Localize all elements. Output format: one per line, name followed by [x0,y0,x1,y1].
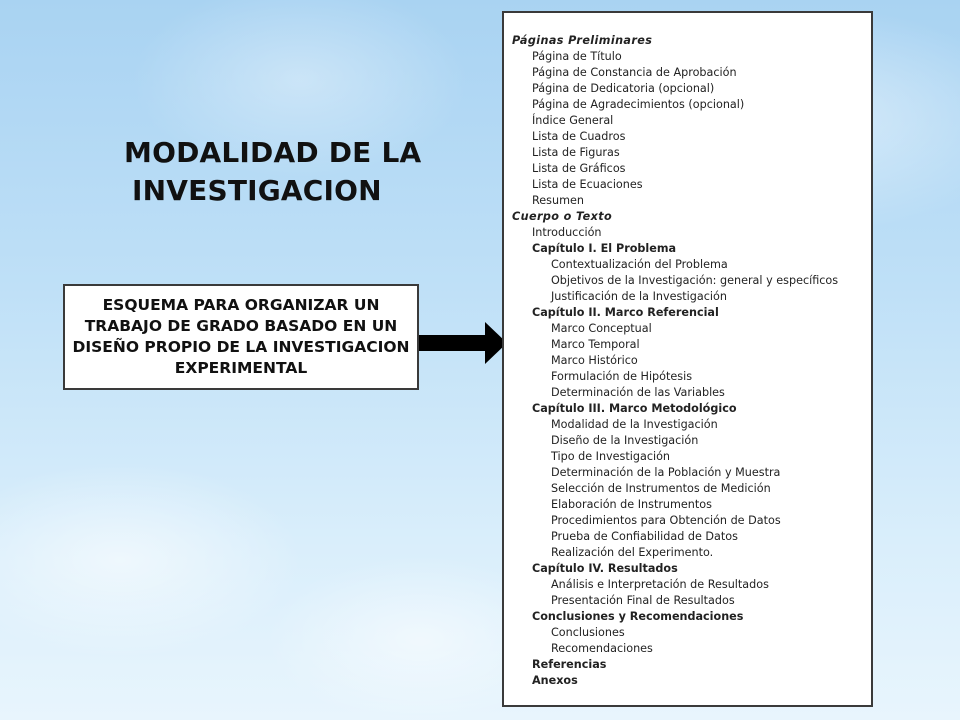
outline-subitem: Objetivos de la Investigación: general y específicos [551,274,839,287]
page-title [100,134,430,210]
outline-subitem: Modalidad de la Investigación [551,418,718,431]
outline-subitem: Elaboración de Instrumentos [551,498,712,511]
outline-item: Página de Constancia de Aprobación [532,66,737,79]
outline-subitem: Determinación de las Variables [551,386,725,399]
outline-subitem: Presentación Final de Resultados [551,594,735,607]
chapter-heading-1: Capítulo I. El Problema [532,242,677,255]
outline-subitem: Formulación de Hipótesis [551,370,693,383]
chapter-heading-2: Capítulo II. Marco Referencial [532,306,719,319]
outline-subitem: Conclusiones [551,626,625,639]
schema-description-box [63,284,419,390]
outline-item: Resumen [532,194,584,207]
outline-subitem: Realización del Experimento. [551,546,714,559]
outline-subitem: Tipo de Investigación [551,450,671,463]
page-title-line-1: MODALIDAD DE LA [124,136,422,169]
outline-item: Página de Dedicatoria (opcional) [532,82,715,95]
schema-description-text [72,295,409,379]
outline-item: Lista de Ecuaciones [532,178,643,191]
arrow-right-icon [419,320,509,366]
outline-subitem: Análisis e Interpretación de Resultados [551,578,769,591]
outline-subitem: Recomendaciones [551,642,653,655]
outline-subitem: Prueba de Confiabilidad de Datos [551,530,738,543]
outline-subitem: Procedimientos para Obtención de Datos [551,514,781,527]
outline-item: Lista de Figuras [532,146,620,159]
conclusions-heading: Conclusiones y Recomendaciones [532,610,744,623]
outline-subitem: Marco Histórico [551,354,638,367]
outline-subitem: Justificación de la Investigación [551,290,727,303]
outline-item: Lista de Cuadros [532,130,626,143]
outline-subitem: Marco Conceptual [551,322,652,335]
outline-item-introduccion: Introducción [532,226,602,239]
outline-subitem: Selección de Instrumentos de Medición [551,482,771,495]
outline-subitem: Marco Temporal [551,338,640,351]
schema-line-2: TRABAJO DE GRADO BASADO EN UN [84,317,398,335]
outline-item: Índice General [532,114,614,127]
chapter-heading-4: Capítulo IV. Resultados [532,562,678,575]
outline-item: Página de Título [532,50,622,63]
schema-line-4: EXPERIMENTAL [174,359,308,377]
page-title-line-2: INVESTIGACION [132,174,382,207]
chapter-heading-3: Capítulo III. Marco Metodológico [532,402,737,415]
outline-subitem: Determinación de la Población y Muestra [551,466,781,479]
references-heading: Referencias [532,658,607,671]
schema-line-1: ESQUEMA PARA ORGANIZAR UN [102,296,380,314]
annexes-heading: Anexos [532,674,578,687]
outline-item: Lista de Gráficos [532,162,626,175]
outline-panel [502,11,873,707]
schema-line-3: DISEÑO PROPIO DE LA INVESTIGACION [72,338,410,356]
outline-subitem: Contextualización del Problema [551,258,728,271]
outline-item: Página de Agradecimientos (opcional) [532,98,745,111]
section-heading-preliminares: Páginas Preliminares [512,34,653,47]
outline-subitem: Diseño de la Investigación [551,434,699,447]
section-heading-cuerpo: Cuerpo o Texto [512,210,613,223]
